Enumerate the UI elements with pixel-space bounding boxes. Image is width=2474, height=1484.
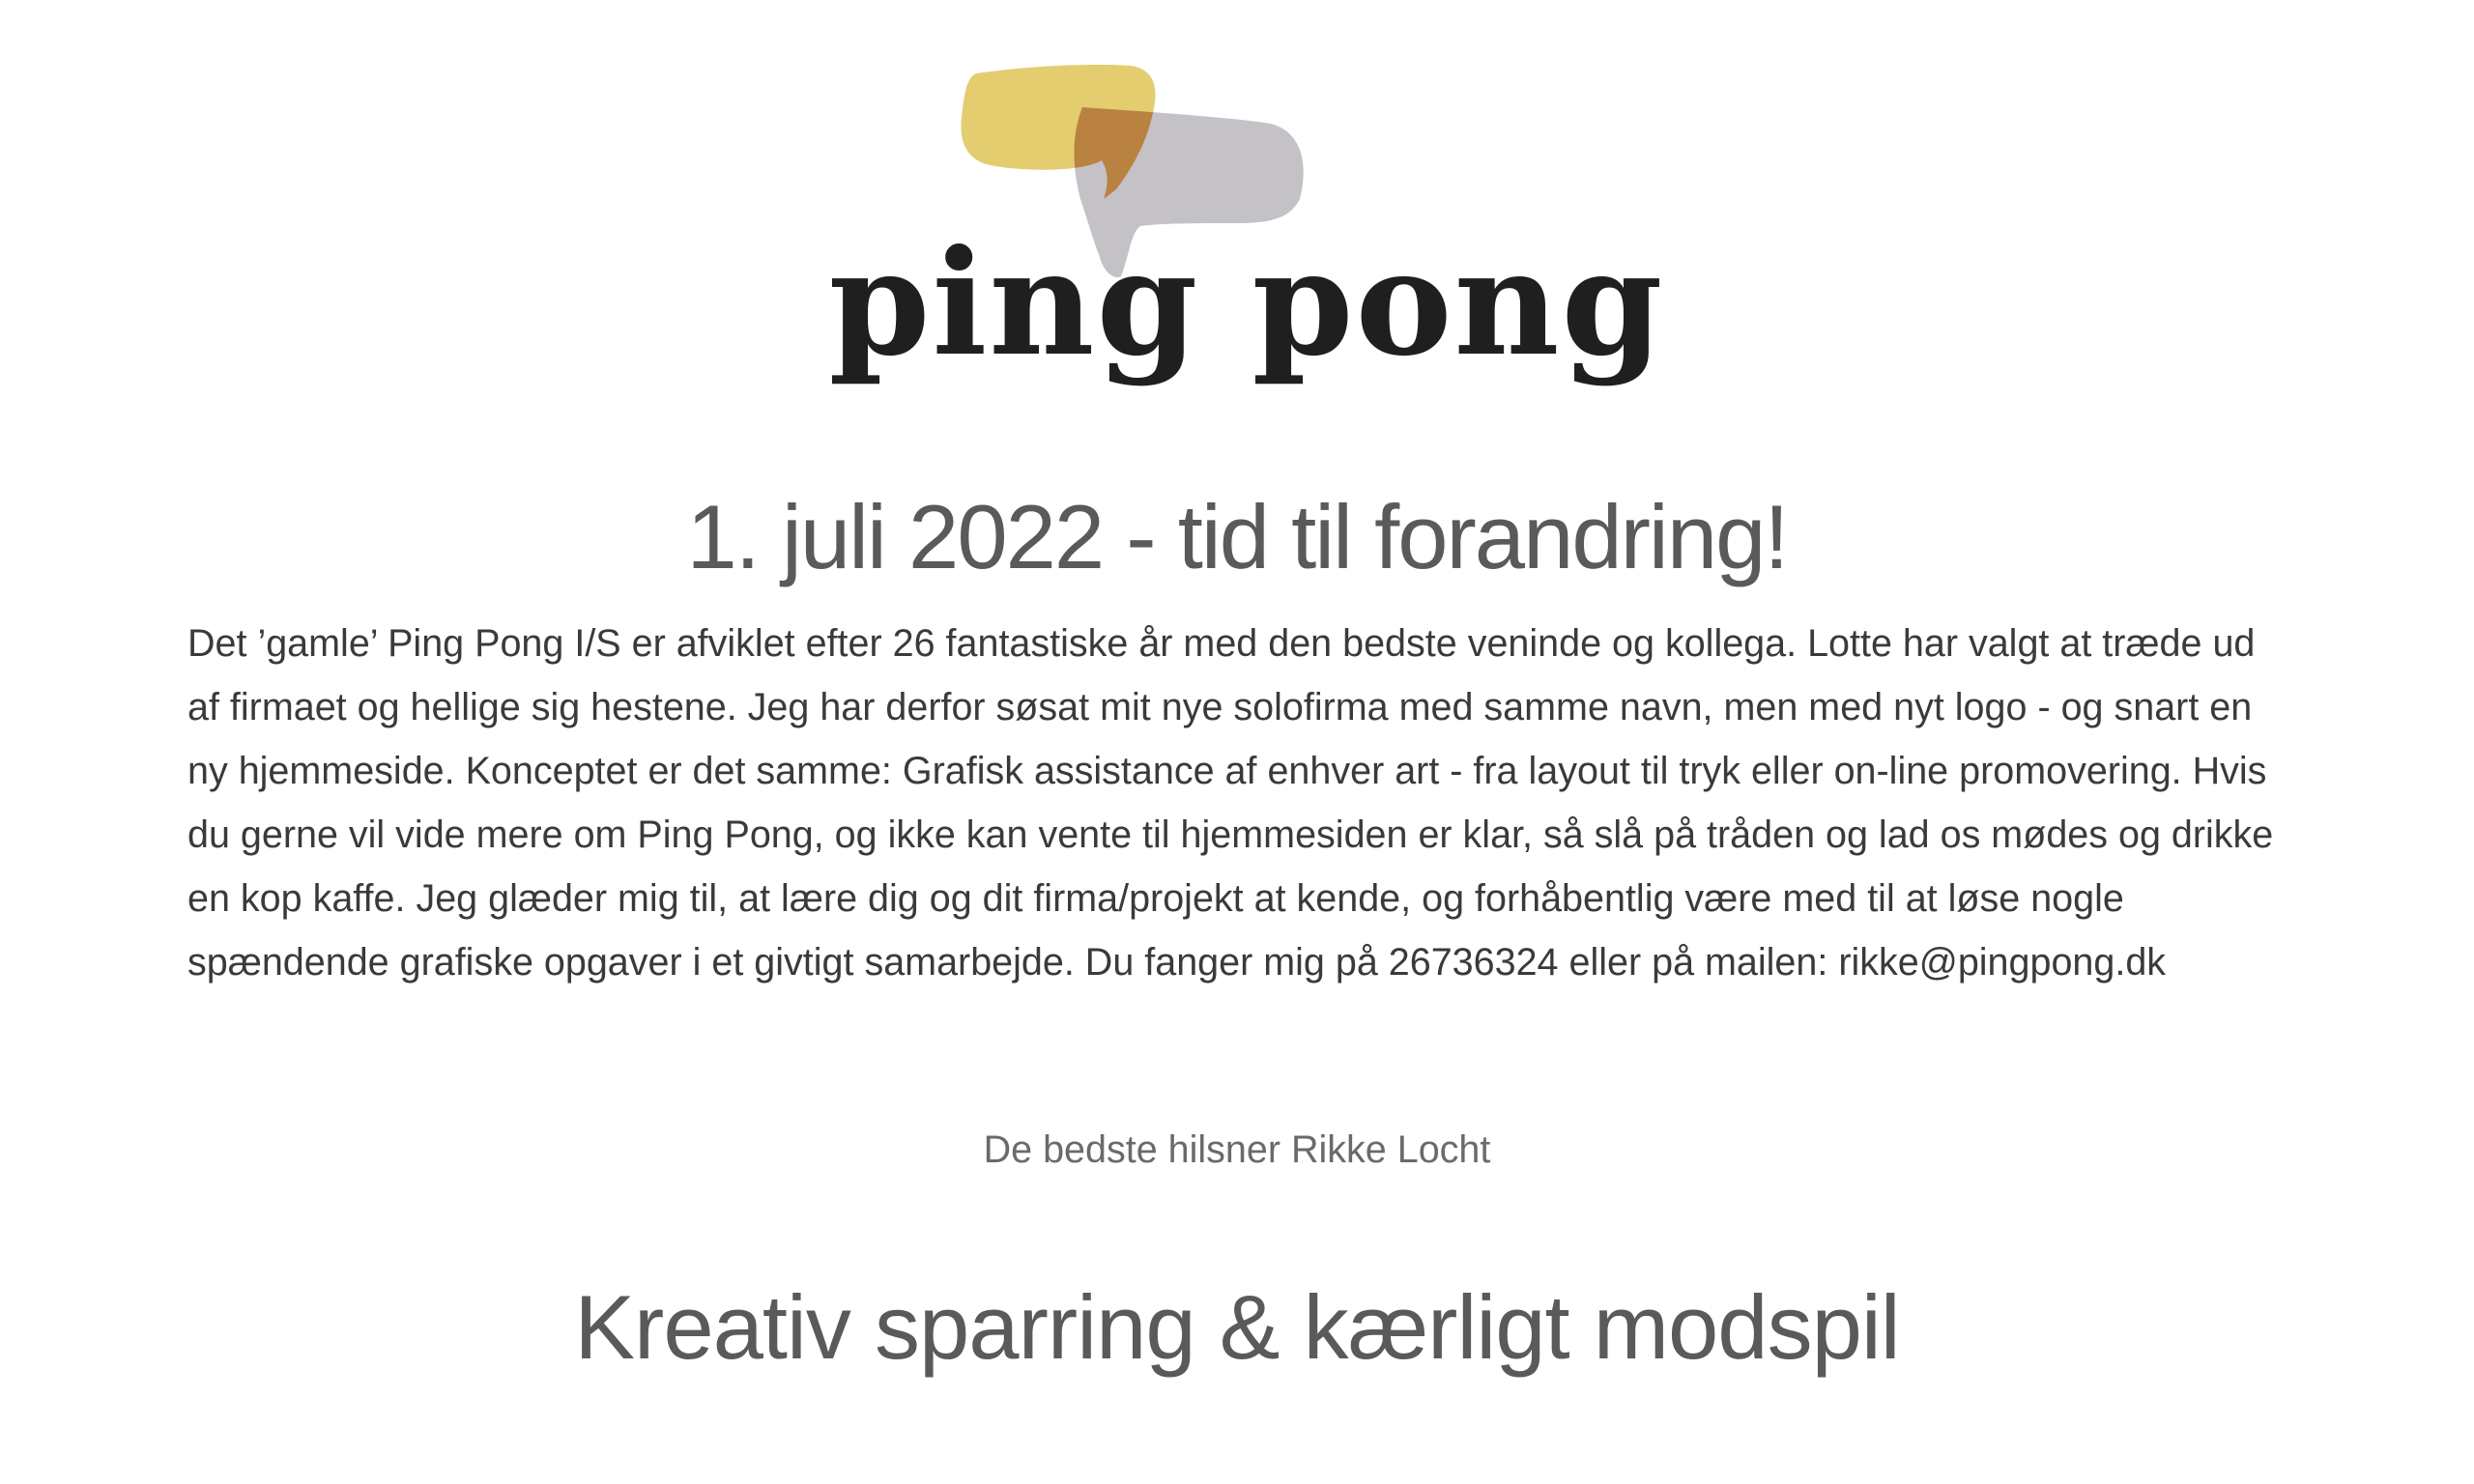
ping-pong-logo[interactable]: [828, 64, 1665, 388]
tagline-heading: Kreativ sparring & kærligt modspil: [574, 1276, 1900, 1378]
logo-graphic: [828, 64, 1665, 388]
signoff-text: De bedste hilsner Rikke Locht: [983, 1128, 1491, 1171]
announcement-text: Det ’gamle’ Ping Pong I/S er afviklet efter 26 fantastiske år med den bedste veninde og kollega. Lotte har valgt at træde ud af firmaet og hellige sig hestene. Jeg har derfor søsat mit nye solofirma med samme navn, men med nyt logo - og snart en ny hjemmeside. Konceptet er det samme: Grafisk assistance af enhver art - fra layout til tryk eller on-line promovering. Hvis du gerne vil vide mere om Ping Pong, og ikke kan vente til hjemmesiden er klar, så slå på tråden og lad os mødes og drikke en kop kaffe. Jeg glæder mig til, at lære dig og dit firma/projekt at kende, og forhåbentlig være med til at løse nogle spændende grafiske opgaver i et givtigt samarbejde. Du fanger mig på 26736324 eller på mailen: rikke@pingpong.dk: [187, 622, 2274, 984]
page-title: 1. juli 2022 - tid til forandring!: [686, 486, 1788, 587]
logo-wordmark: ping pong: [828, 218, 1665, 388]
